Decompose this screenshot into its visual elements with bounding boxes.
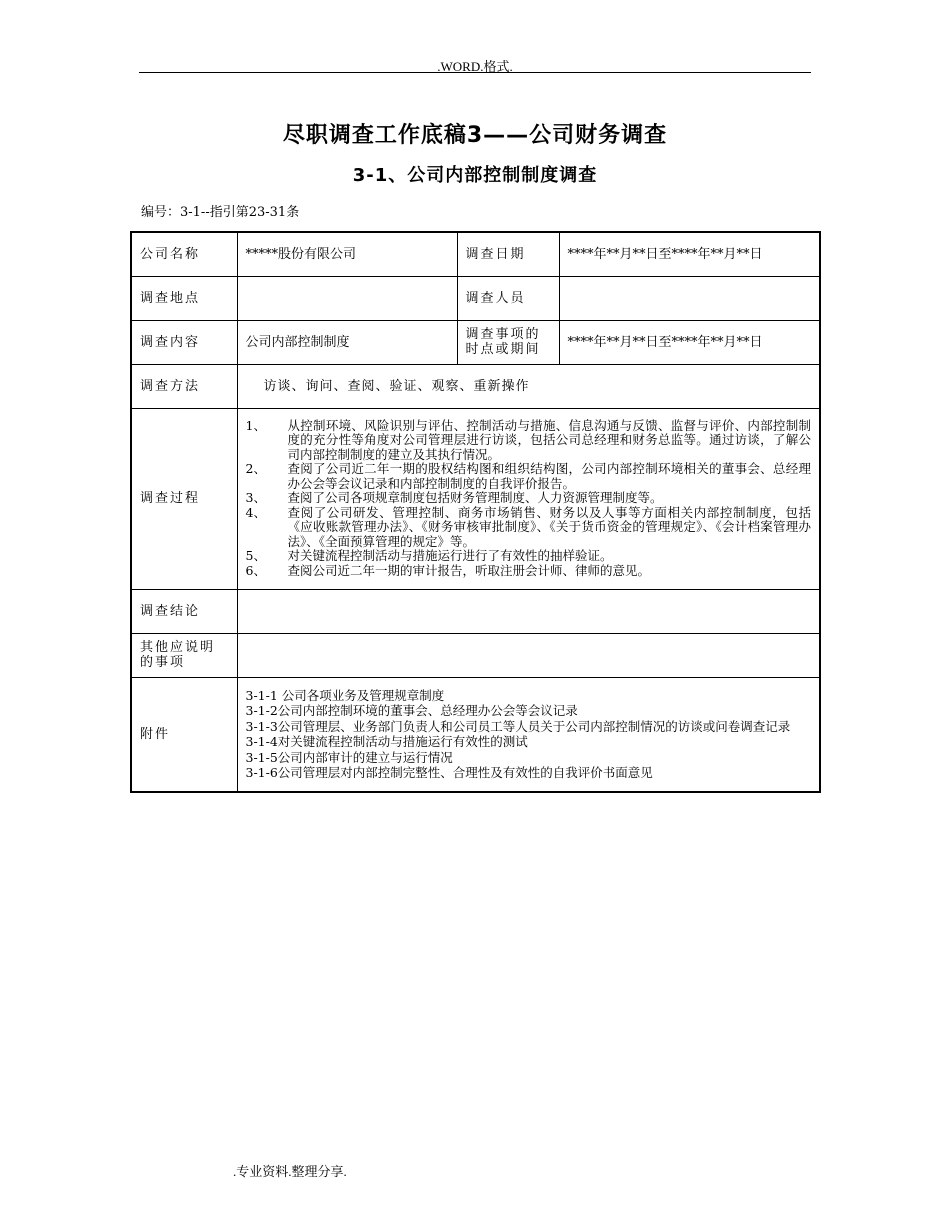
survey-date-value: ****年**月**日至****年**月**日 <box>559 232 820 276</box>
page-header: .WORD.格式. <box>437 59 513 74</box>
process-item: 1、 从控制环境、风险识别与评估、控制活动与措施、信息沟通与反馈、监督与评价、内部控制制度的充分性等角度对公司管理层进行访谈，包括公司总经理和财务总监等。通过访谈，了解公司内部控制制度的建立及其执行情况。 <box>245 417 811 462</box>
attachment-item: 3-1-4对关键流程控制活动与措施运行有效性的测试 <box>245 734 528 750</box>
attachment-item: 3-1-2公司内部控制环境的董事会、总经理办公会等会议记录 <box>245 703 578 719</box>
document-subtitle: 3-1、公司内部控制制度调查 <box>352 165 598 186</box>
header-rule <box>139 72 811 73</box>
staff-value <box>559 276 820 320</box>
process-cell <box>237 408 820 589</box>
attachments-cell <box>237 677 820 792</box>
attachment-item: 3-1-5公司内部审计的建立与运行情况 <box>245 749 453 765</box>
process-item: 3、 查阅了公司各项规章制度包括财务管理制度、人力资源管理制度等。 <box>245 490 663 506</box>
conclusion-value <box>237 589 820 633</box>
page-footer: .专业资料.整理分享. <box>233 1164 347 1179</box>
content-value: 公司内部控制制度 <box>237 320 457 364</box>
process-list <box>246 419 812 579</box>
process-item: 2、 查阅了公司近二年一期的股权结构图和组织结构图，公司内部控制环境相关的董事会、总经理办公会等会议记录和内部控制制度的自我评价报告。 <box>245 461 811 491</box>
location-label: 调查地点 <box>131 276 237 320</box>
survey-date-label: 调查日期 <box>457 232 559 276</box>
attachment-item: 3-1-6公司管理层对内部控制完整性、合理性及有效性的自我评价书面意见 <box>245 765 653 781</box>
location-value <box>237 276 457 320</box>
company-name-value: *****股份有限公司 <box>237 232 457 276</box>
attachments-label: 附件 <box>131 677 237 792</box>
other-matters-value <box>237 633 820 677</box>
document-number: 编号：3-1--指引第23-31条 <box>141 205 300 220</box>
conclusion-label: 调查结论 <box>131 589 237 633</box>
process-item: 6、 查阅公司近二年一期的审计报告，听取注册会计师、律师的意见。 <box>245 562 651 578</box>
process-item: 5、 对关键流程控制活动与措施运行进行了有效性的抽样验证。 <box>245 548 613 564</box>
period-label: 调查事项的 时点或期间 <box>457 320 559 364</box>
process-item: 4、 查阅了公司研发、管理控制、商务市场销售、财务以及人事等方面相关内部控制制度，包括《应收账款管理办法》、《财务审核审批制度》、《关于货币资金的管理规定》、《会计档案管理办法》、《全面预算管理的规定》等。 <box>245 504 811 549</box>
document-title: 尽职调查工作底稿3——公司财务调查 <box>282 123 668 148</box>
other-matters-label: 其他应说明 的事项 <box>131 633 237 677</box>
method-value: 访谈、询问、查阅、验证、观察、重新操作 <box>237 364 820 408</box>
content-label: 调查内容 <box>131 320 237 364</box>
attachments-list <box>246 688 812 781</box>
period-value: ****年**月**日至****年**月**日 <box>559 320 820 364</box>
due-diligence-form <box>130 231 821 793</box>
process-label: 调查过程 <box>131 408 237 589</box>
company-name-label: 公司名称 <box>131 232 237 276</box>
attachment-item: 3-1-3公司管理层、业务部门负责人和公司员工等人员关于公司内部控制情况的访谈或问卷调查记录 <box>245 718 791 734</box>
staff-label: 调查人员 <box>457 276 559 320</box>
attachment-item: 3-1-1 公司各项业务及管理规章制度 <box>245 687 445 703</box>
method-label: 调查方法 <box>131 364 237 408</box>
